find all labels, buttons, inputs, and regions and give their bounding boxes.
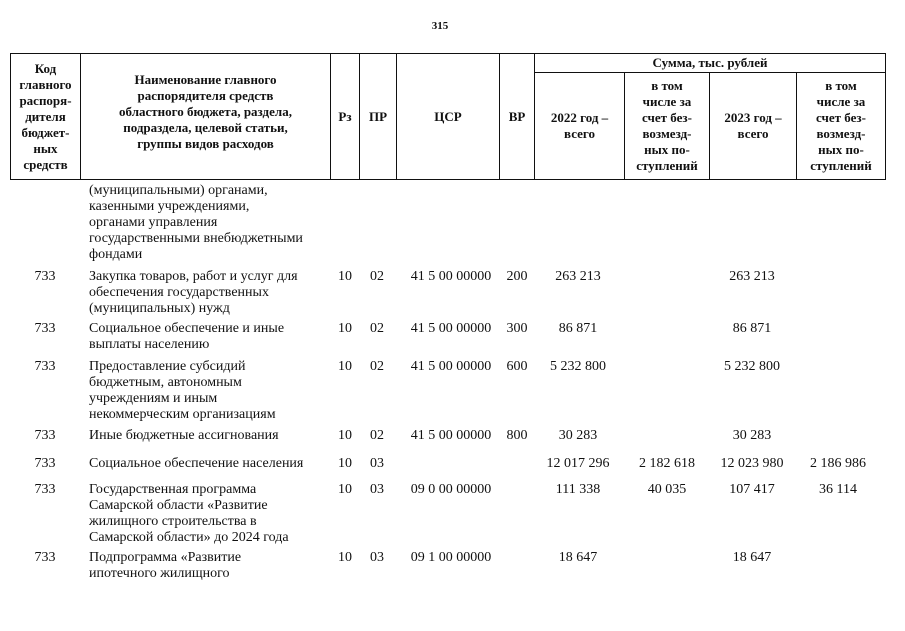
header-2022-free: в том числе за счет без- возмезд- ных по- ступлений — [636, 78, 698, 173]
row-code: 733 — [34, 359, 56, 374]
row-code: 733 — [34, 456, 56, 471]
header-name: Наименование главного распорядителя средств областного бюджета, раздела, подраздела, целевой статьи, группы видов расходов — [119, 72, 292, 151]
header-2023-free: в том числе за счет без- возмезд- ных по- ступлений — [810, 78, 872, 173]
row-csr: 09 1 00 00000 — [410, 550, 492, 565]
row-sum-2022: 263 213 — [555, 269, 601, 284]
row-vr: 200 — [506, 269, 528, 284]
row-csr: 09 0 00 00000 — [410, 482, 492, 497]
table-header — [10, 53, 886, 180]
row-sum-2023: 107 417 — [729, 482, 775, 497]
row-sum-2022: 5 232 800 — [550, 359, 606, 374]
row-name: Социальное обеспечение и иные выплаты населению — [89, 321, 285, 352]
row-csr: 41 5 00 00000 — [410, 269, 492, 284]
row-sum-2023: 12 023 980 — [720, 456, 784, 471]
continuation-text: (муниципальными) органами, казенными учреждениями, органами управления государственными внебюджетными фондами — [89, 183, 303, 262]
row-rz: 10 — [338, 482, 352, 497]
row-csr: 41 5 00 00000 — [410, 359, 492, 374]
row-rz: 10 — [338, 321, 352, 336]
page-number: 315 — [431, 20, 449, 32]
row-code: 733 — [34, 321, 56, 336]
row-sum-2023: 263 213 — [729, 269, 775, 284]
row-name: Иные бюджетные ассигнования — [89, 428, 279, 443]
row-vr: 300 — [506, 321, 528, 336]
row-free-2023: 2 186 986 — [810, 456, 866, 471]
row-vr: 800 — [506, 428, 528, 443]
row-pr: 03 — [370, 482, 384, 497]
row-csr: 41 5 00 00000 — [410, 428, 492, 443]
header-pr: ПР — [368, 108, 388, 124]
row-rz: 10 — [338, 269, 352, 284]
row-sum-2023: 18 647 — [732, 550, 772, 565]
header-vr: ВР — [508, 108, 526, 124]
row-code: 733 — [34, 550, 56, 565]
row-sum-2023: 30 283 — [732, 428, 772, 443]
row-name: Государственная программа Самарской области «Развитие жилищного строительства в Самарской области» до 2024 года — [89, 482, 289, 545]
header-rz: Рз — [338, 108, 352, 124]
row-rz: 10 — [338, 428, 352, 443]
row-sum-2023: 86 871 — [732, 321, 772, 336]
row-rz: 10 — [338, 550, 352, 565]
row-free-2022: 2 182 618 — [639, 456, 695, 471]
row-sum-2022: 12 017 296 — [546, 456, 610, 471]
row-code: 733 — [34, 269, 56, 284]
row-free-2023: 36 114 — [819, 482, 857, 497]
row-free-2022: 40 035 — [647, 482, 687, 497]
header-code: Код главного распоря- дителя бюджет- ных средств — [19, 60, 72, 172]
row-csr: 41 5 00 00000 — [410, 321, 492, 336]
row-pr: 03 — [370, 550, 384, 565]
row-code: 733 — [34, 428, 56, 443]
row-pr: 02 — [370, 269, 384, 284]
row-vr: 600 — [506, 359, 528, 374]
row-name: Подпрограмма «Развитие ипотечного жилищного — [89, 550, 242, 581]
row-pr: 02 — [370, 359, 384, 374]
header-2023-total: 2023 год – всего — [724, 110, 782, 141]
header-csr: ЦСР — [434, 108, 462, 124]
header-2022-total: 2022 год – всего — [550, 110, 609, 141]
row-name: Закупка товаров, работ и услуг для обеспечения государственных (муниципальных) нужд — [89, 269, 298, 316]
row-name: Социальное обеспечение населения — [89, 456, 304, 471]
row-sum-2022: 111 338 — [555, 482, 601, 497]
header-sum-title: Сумма, тыс. рублей — [652, 55, 768, 70]
row-pr: 03 — [370, 456, 384, 471]
row-name: Предоставление субсидий бюджетным, автономным учреждениям и иным некоммерческим организациям — [89, 359, 276, 422]
row-code: 733 — [34, 482, 56, 497]
row-pr: 02 — [370, 321, 384, 336]
row-sum-2022: 18 647 — [558, 550, 598, 565]
row-sum-2023: 5 232 800 — [724, 359, 780, 374]
row-rz: 10 — [338, 456, 352, 471]
row-rz: 10 — [338, 359, 352, 374]
row-sum-2022: 86 871 — [558, 321, 598, 336]
row-sum-2022: 30 283 — [558, 428, 598, 443]
row-pr: 02 — [370, 428, 384, 443]
